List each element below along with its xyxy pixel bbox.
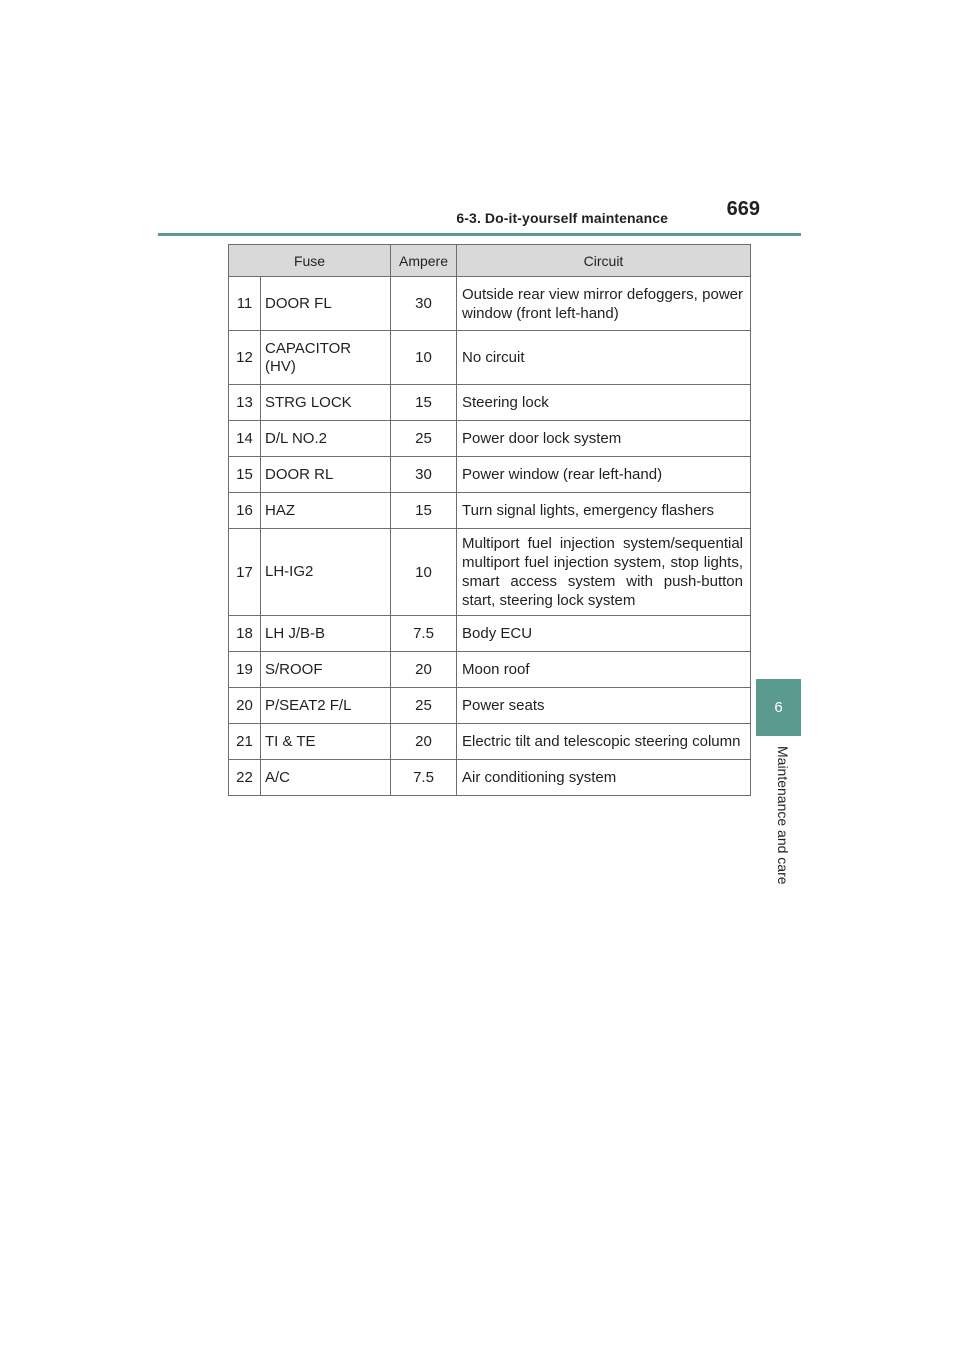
table-row (229, 421, 751, 457)
fuse-number: 20 (229, 688, 261, 724)
page-number: 669 (726, 198, 760, 220)
fuse-number: 19 (229, 652, 261, 688)
fuse-ampere: 25 (391, 421, 457, 457)
fuse-number: 22 (229, 760, 261, 796)
table-row (229, 652, 751, 688)
table-row (229, 385, 751, 421)
table-row (229, 277, 751, 331)
fuse-name: HAZ (261, 493, 391, 529)
fuse-ampere: 10 (391, 331, 457, 385)
table-row (229, 331, 751, 385)
fuse-ampere: 30 (391, 457, 457, 493)
fuse-circuit: Electric tilt and telescopic steering column (457, 724, 751, 760)
table-header-row (229, 245, 751, 277)
table-row (229, 493, 751, 529)
fuse-number: 17 (229, 529, 261, 616)
table-row (229, 616, 751, 652)
fuse-circuit: Steering lock (457, 385, 751, 421)
fuse-ampere: 10 (391, 529, 457, 616)
fuse-ampere: 20 (391, 724, 457, 760)
fuse-number: 18 (229, 616, 261, 652)
fuse-number: 16 (229, 493, 261, 529)
fuse-ampere: 20 (391, 652, 457, 688)
fuse-circuit: Power seats (457, 688, 751, 724)
fuse-name: DOOR FL (261, 277, 391, 331)
section-title: 6-3. Do-it-yourself maintenance (456, 210, 668, 226)
header-circuit: Circuit (457, 245, 751, 277)
chapter-label: Maintenance and care (775, 746, 791, 885)
fuse-number: 13 (229, 385, 261, 421)
fuse-circuit: No circuit (457, 331, 751, 385)
fuse-name: A/C (261, 760, 391, 796)
fuse-ampere: 15 (391, 493, 457, 529)
fuse-number: 14 (229, 421, 261, 457)
fuse-number: 11 (229, 277, 261, 331)
fuse-ampere: 15 (391, 385, 457, 421)
fuse-number: 21 (229, 724, 261, 760)
table-row (229, 457, 751, 493)
fuse-name: LH J/B-B (261, 616, 391, 652)
fuse-ampere: 7.5 (391, 616, 457, 652)
table-row (229, 724, 751, 760)
fuse-number: 12 (229, 331, 261, 385)
fuse-table (228, 244, 751, 796)
fuse-ampere: 7.5 (391, 760, 457, 796)
fuse-name: TI & TE (261, 724, 391, 760)
header-rule (158, 233, 801, 236)
fuse-circuit: Power window (rear left-hand) (457, 457, 751, 493)
fuse-circuit: Outside rear view mirror defoggers, power window (front left-hand) (457, 277, 751, 331)
fuse-name: S/ROOF (261, 652, 391, 688)
fuse-circuit: Air conditioning system (457, 760, 751, 796)
fuse-circuit: Turn signal lights, emergency flashers (457, 493, 751, 529)
fuse-ampere: 25 (391, 688, 457, 724)
table-row (229, 529, 751, 616)
fuse-name: D/L NO.2 (261, 421, 391, 457)
fuse-name: LH-IG2 (261, 529, 391, 616)
table-row (229, 760, 751, 796)
fuse-name: STRG LOCK (261, 385, 391, 421)
fuse-number: 15 (229, 457, 261, 493)
fuse-circuit: Moon roof (457, 652, 751, 688)
header-fuse: Fuse (229, 245, 391, 277)
fuse-circuit: Multiport fuel injection system/sequential multiport fuel injection system, stop lights, smart access system with push-button start, steering lock system (457, 529, 751, 616)
chapter-tab (756, 679, 801, 736)
fuse-circuit: Power door lock system (457, 421, 751, 457)
fuse-name: DOOR RL (261, 457, 391, 493)
fuse-name: P/SEAT2 F/L (261, 688, 391, 724)
chapter-number: 6 (774, 699, 783, 716)
fuse-name: CAPACITOR (HV) (261, 331, 391, 385)
fuse-ampere: 30 (391, 277, 457, 331)
header-ampere: Ampere (391, 245, 457, 277)
table-row (229, 688, 751, 724)
fuse-circuit: Body ECU (457, 616, 751, 652)
